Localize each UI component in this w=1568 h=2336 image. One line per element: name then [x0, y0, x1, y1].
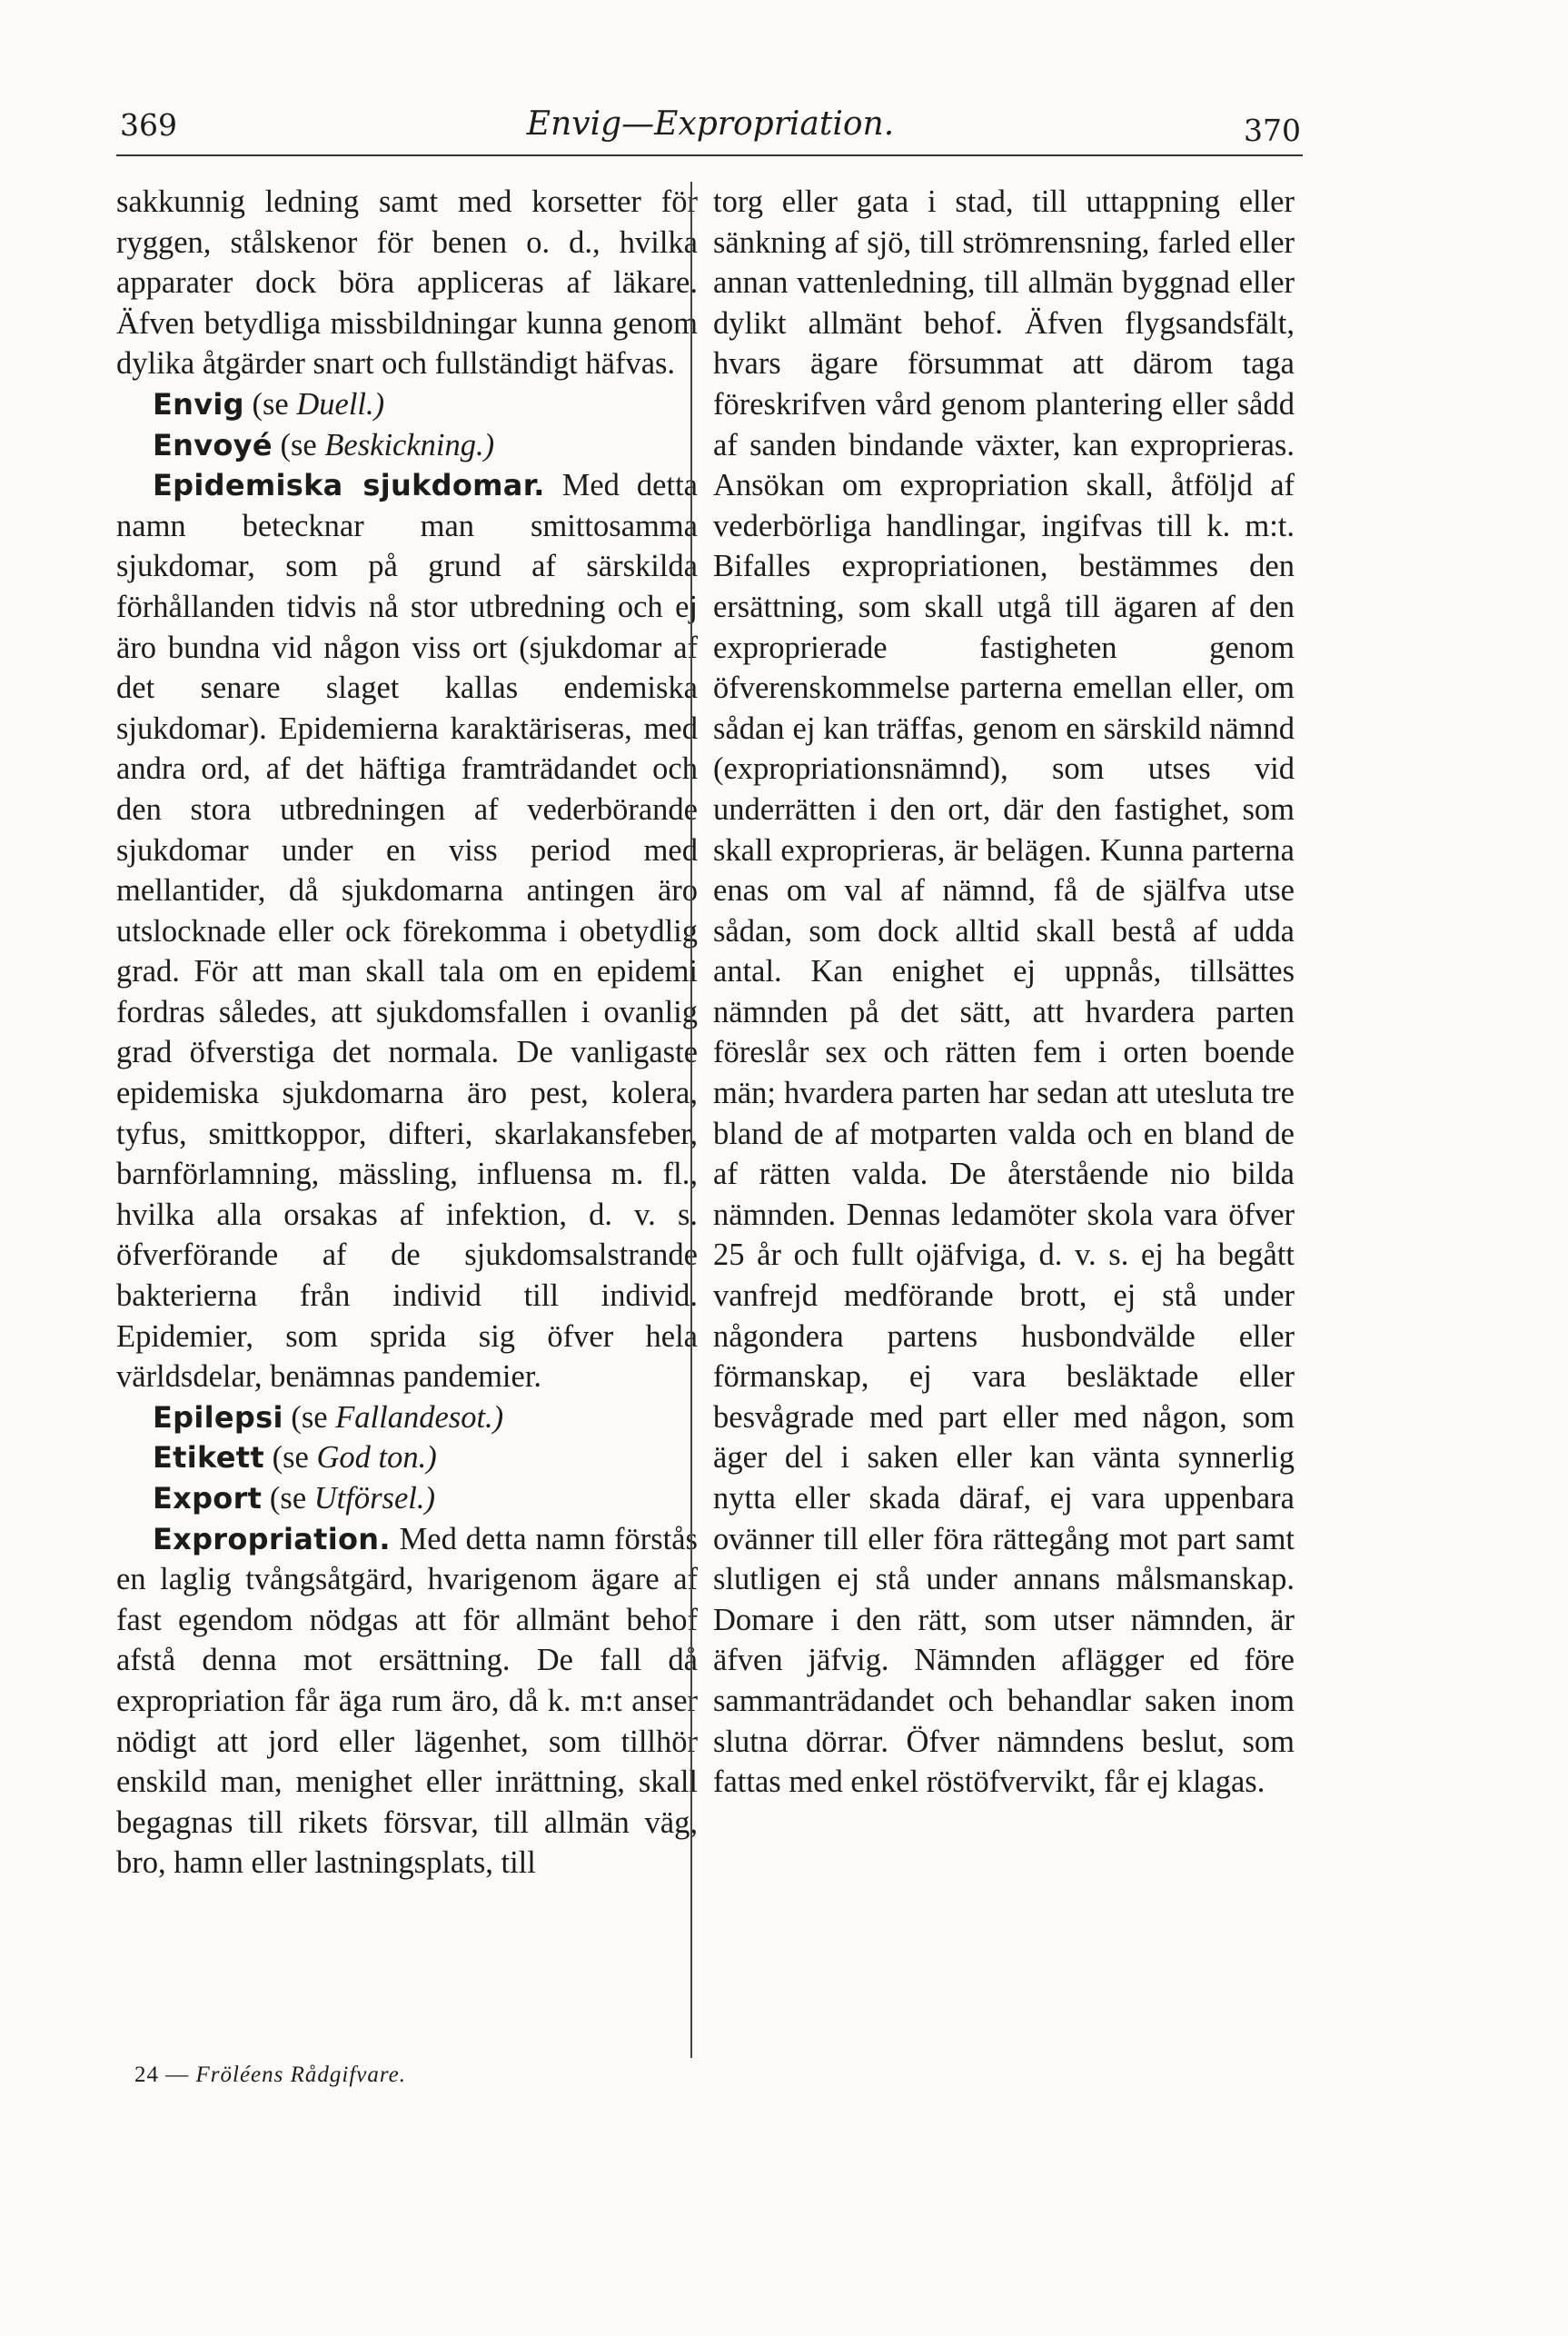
left-column [116, 182, 698, 1884]
entry-etikett [116, 1437, 698, 1478]
entry-epidemiska-sjukdomar [116, 465, 698, 1397]
page-number-right: 370 [1244, 113, 1301, 148]
column-divider [690, 182, 692, 2058]
entry-envoye [116, 425, 698, 466]
headword: Export [153, 1481, 263, 1516]
cross-reference: Duell.) [296, 386, 385, 422]
headword: Epidemiska sjukdomar. [153, 468, 545, 503]
entry-text: Med detta namn betecknar man smittosamma sjukdomar, som på grund af särskilda förhållanden tidvis nå stor utbredning och ej äro bundna vid någon viss ort (sjukdomar af det senare slaget kallas endemiska sjukdomar). Epidemierna karaktäriseras, med andra ord, af det häftiga framträdandet och den stora utbredningen af vederbörande sjukdomar under en viss period med mellantider, då sjukdomarna antingen äro utslocknade eller ock förekomma i obetydlig grad. För att man skall tala om en epidemi fordras således, att sjukdomsfallen i ovanlig grad öfverstiga det normala. De vanligaste epidemiska sjukdomarna äro pest, kolera, tyfus, smittkoppor, difteri, skarlakansfeber, barnförlamning, mässling, influensa m. fl., hvilka alla orsakas af infektion, d. v. s. öfverförande af de sjukdomsalstrande bakterierna från individ till individ. Epidemier, som sprida sig öfver hela världsdelar, benämnas pandemier. [116, 468, 698, 1395]
see-prefix: (se [272, 427, 325, 462]
see-prefix: (se [262, 1481, 314, 1516]
page-footer [134, 2063, 406, 2088]
paragraph-continuation: torg eller gata i stad, till uttappning eller sänkning af sjö, till strömrensning, farled eller annan vattenledning, till allmän byggnad eller dylikt allmänt behof. Äfven flygsandsfält, hvars ägare försummat att därom taga föreskrifven vård genom plantering eller sådd af sanden bindande växter, kan exproprieras. Ansökan om expropriation skall, åtföljd af vederbörliga handlingar, ingifvas till k. m:t. Bifalles expropriationen, bestämmes den ersättning, som skall utgå till ägaren af den exproprierade fastigheten genom öfverenskommelse parterna emellan eller, om sådan ej kan träffas, genom en särskild nämnd (expropriationsnämnd), som utses vid underrätten i den ort, där den fastighet, som skall exproprieras, är belägen. Kunna parterna enas om val af nämnd, få de själfva utse sådan, som dock alltid skall bestå af udda antal. Kan enighet ej uppnås, tillsättes nämnden på det sätt, att hvardera parten föreslår sex och rätten fem i orten boende män; hvardera parten har sedan att utesluta tre bland de af motparten valda och en bland de af rätten valda. De återstående nio bilda nämnden. Dennas ledamöter skola vara öfver 25 år och fullt ojäfviga, d. v. s. ej ha begått vanfrejd medförande brott, ej stå under någondera partens husbondvälde eller förmanskap, ej vara besläktade eller besvågrade med part eller med någon, som äger del i saken eller kan vänta synnerlig nytta eller skada däraf, ej vara uppenbara ovänner till eller föra rättegång mot part samt slutligen ej stå under annans målsmanskap. Domare i den rätt, som utser nämnden, är äfven jäfvig. Nämnden aflägger ed före sammanträdandet och behandlar saken inom slutna dörrar. Öfver nämndens beslut, som fattas med enkel röstöfvervikt, får ej klagas. [713, 184, 1295, 1800]
see-prefix: (se [263, 1440, 317, 1476]
cross-reference: God ton.) [316, 1440, 437, 1476]
running-header [120, 100, 1301, 151]
entry-export [116, 1478, 698, 1519]
headword: Envig [153, 386, 244, 422]
cross-reference: Beskickning.) [324, 427, 495, 462]
entry-epilepsi [116, 1397, 698, 1438]
page-title: Envig—Expropriation. [526, 105, 895, 143]
paragraph-continuation: sakkunnig ledning samt med korsetter för ryggen, stålskenor för benen o. d., hvilka apparater dock böra appliceras af läkare. Äfven betydliga missbildningar kunna genom dylika åtgärder snart och fullständigt häfvas. [116, 184, 698, 382]
headword: Epilepsi [153, 1399, 283, 1435]
book-title: Fröléens Rådgifvare. [195, 2063, 407, 2087]
see-prefix: (se [283, 1399, 336, 1435]
cross-reference: Utförsel.) [313, 1481, 435, 1516]
entry-expropriation [116, 1519, 698, 1884]
right-column [713, 182, 1295, 1803]
cross-reference: Fallandesot.) [335, 1399, 504, 1435]
entry-envig [116, 384, 698, 425]
header-rule [116, 154, 1303, 156]
headword: Etikett [153, 1440, 264, 1476]
headword: Expropriation. [153, 1521, 391, 1556]
entry-text: Med detta namn förstås en laglig tvångsåtgärd, hvarigenom ägare af fast egendom nödgas att för allmänt behof afstå denna mot ersättning. De fall då expropriation får äga rum äro, då k. m:t anser nödigt att jord eller lägenhet, som tillhör enskild man, menighet eller inrättning, skall begagnas till rikets försvar, till allmän väg, bro, hamn eller lastningsplats, till [116, 1521, 698, 1881]
headword: Envoyé [153, 427, 273, 462]
signature-mark: 24 — [134, 2063, 190, 2087]
page-number-left: 369 [120, 107, 177, 143]
see-prefix: (se [243, 386, 297, 422]
